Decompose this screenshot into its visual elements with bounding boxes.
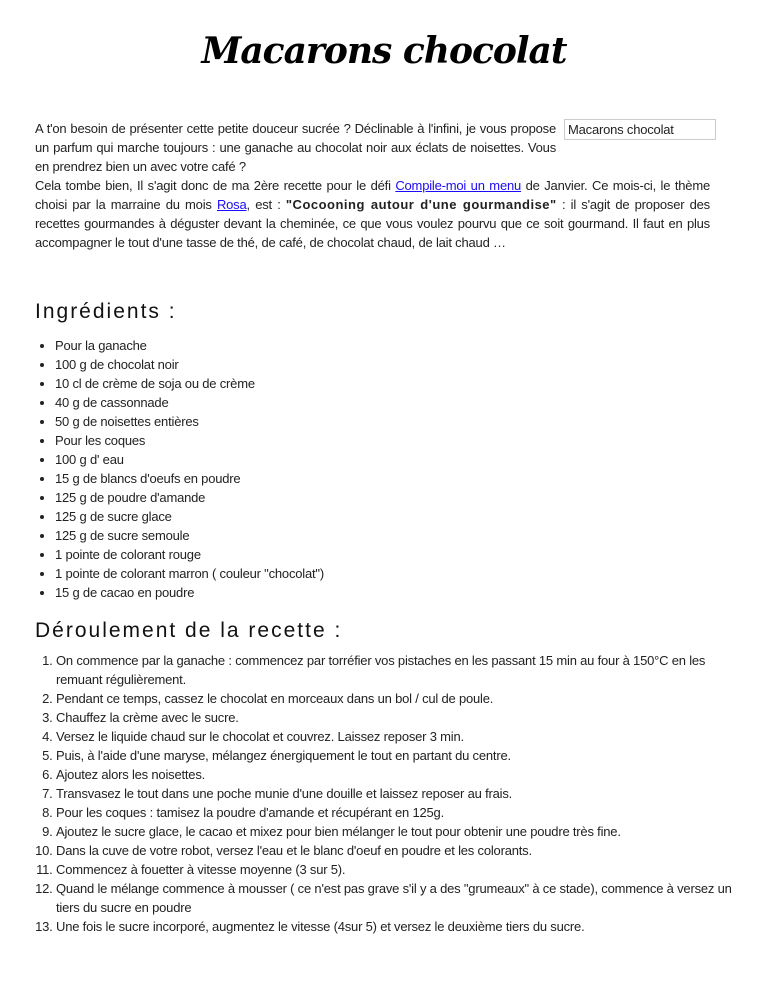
ingredient-item: • 40 g de cassonnade bbox=[55, 393, 745, 412]
ingredient-item: • 100 g de chocolat noir bbox=[55, 355, 745, 374]
ingredient-item: • 50 g de noisettes entières bbox=[55, 412, 745, 431]
ingredient-item: • 100 g d' eau bbox=[55, 450, 745, 469]
step-item: 4. Versez le liquide chaud sur le chocolat et couvrez. Laissez reposer 3 min. bbox=[56, 727, 746, 746]
ingredient-item: • Pour les coques bbox=[55, 431, 745, 450]
rosa-link[interactable]: Rosa bbox=[216, 197, 247, 212]
ingredient-item: • 1 pointe de colorant rouge bbox=[55, 545, 745, 564]
intro-text-2: Cela tombe bien, Il s'agit donc de ma 2ère recette pour le défi bbox=[35, 178, 396, 193]
ingredient-item: • 125 g de sucre glace bbox=[55, 507, 745, 526]
ingredients-list bbox=[35, 336, 745, 602]
ingredient-item: • 125 g de sucre semoule bbox=[55, 526, 745, 545]
intro-text-3: de Janvier. Ce mois-ci, le thème choisi par la marraine du mois bbox=[35, 178, 710, 212]
steps-heading: Déroulement de la recette : bbox=[35, 619, 343, 642]
theme-text: "Cocooning autour d'une gourmandise" bbox=[285, 197, 557, 212]
step-item: 7. Transvasez le tout dans une poche munie d'une douille et laissez reposer au frais. bbox=[56, 784, 746, 803]
ingredient-item: • 125 g de poudre d'amande bbox=[55, 488, 745, 507]
ingredient-item: • 1 pointe de colorant marron ( couleur "chocolat") bbox=[55, 564, 745, 583]
step-item: 13. Une fois le sucre incorporé, augmentez le vitesse (4sur 5) et versez le deuxième tiers du sucre. bbox=[56, 917, 746, 936]
intro bbox=[35, 119, 710, 252]
step-item: 11. Commencez à fouetter à vitesse moyenne (3 sur 5). bbox=[56, 860, 746, 879]
macarons-image: Macarons chocolat bbox=[564, 119, 716, 140]
step-item: 8. Pour les coques : tamisez la poudre d'amande et récupérant en 125g. bbox=[56, 803, 746, 822]
step-item: 12. Quand le mélange commence à mousser ( ce n'est pas grave s'il y a des "grumeaux" à ce stade), commence à versez un tiers du sucre en poudre bbox=[56, 879, 746, 917]
step-item: 5. Puis, à l'aide d'une maryse, mélangez énergiquement le tout en partant du centre. bbox=[56, 746, 746, 765]
intro-text: A t'on besoin de présenter cette petite douceur sucrée ? Déclinable à l'infini, je vous propose un parfum qui marche toujours : une ganache au chocolat noir aux éclats de noisettes. Vous en prendrez bien un avec votre café ? bbox=[35, 121, 556, 174]
ingredient-item: • 15 g de cacao en poudre bbox=[55, 583, 745, 602]
ingredient-item: • 15 g de blancs d'oeufs en poudre bbox=[55, 469, 745, 488]
ingredient-item: • 10 cl de crème de soja ou de crème bbox=[55, 374, 745, 393]
step-item: 3. Chauffez la crème avec le sucre. bbox=[56, 708, 746, 727]
step-item: 6. Ajoutez alors les noisettes. bbox=[56, 765, 746, 784]
step-item: 2. Pendant ce temps, cassez le chocolat en morceaux dans un bol / cul de poule. bbox=[56, 689, 746, 708]
compile-moi-link[interactable]: Compile-moi un menu bbox=[395, 178, 522, 193]
ingredient-item: • Pour la ganache bbox=[55, 336, 745, 355]
intro-text-5: : il s'agit de proposer des recettes gourmandes à déguster devant la cheminée, ce que vous voulez pourvu que ce soit gourmand. Il faut en plus accompagner le tout d'une tasse de thé, de café, de chocolat chaud, de lait chaud … bbox=[35, 197, 710, 250]
steps-list bbox=[35, 651, 746, 936]
step-item: 10. Dans la cuve de votre robot, versez l'eau et le blanc d'oeuf en poudre et les colorants. bbox=[56, 841, 746, 860]
intro-text-4: , est : bbox=[246, 197, 286, 212]
ingredients-heading: Ingrédients : bbox=[35, 300, 177, 323]
step-item: 9. Ajoutez le sucre glace, le cacao et mixez pour bien mélanger le tout pour obtenir une poudre très fine. bbox=[56, 822, 746, 841]
page-title: Macarons chocolat bbox=[201, 30, 567, 72]
step-item: 1. On commence par la ganache : commencez par torréfier vos pistaches en les passant 15 min au four à 150°C en les remuant régulièrement. bbox=[56, 651, 746, 689]
